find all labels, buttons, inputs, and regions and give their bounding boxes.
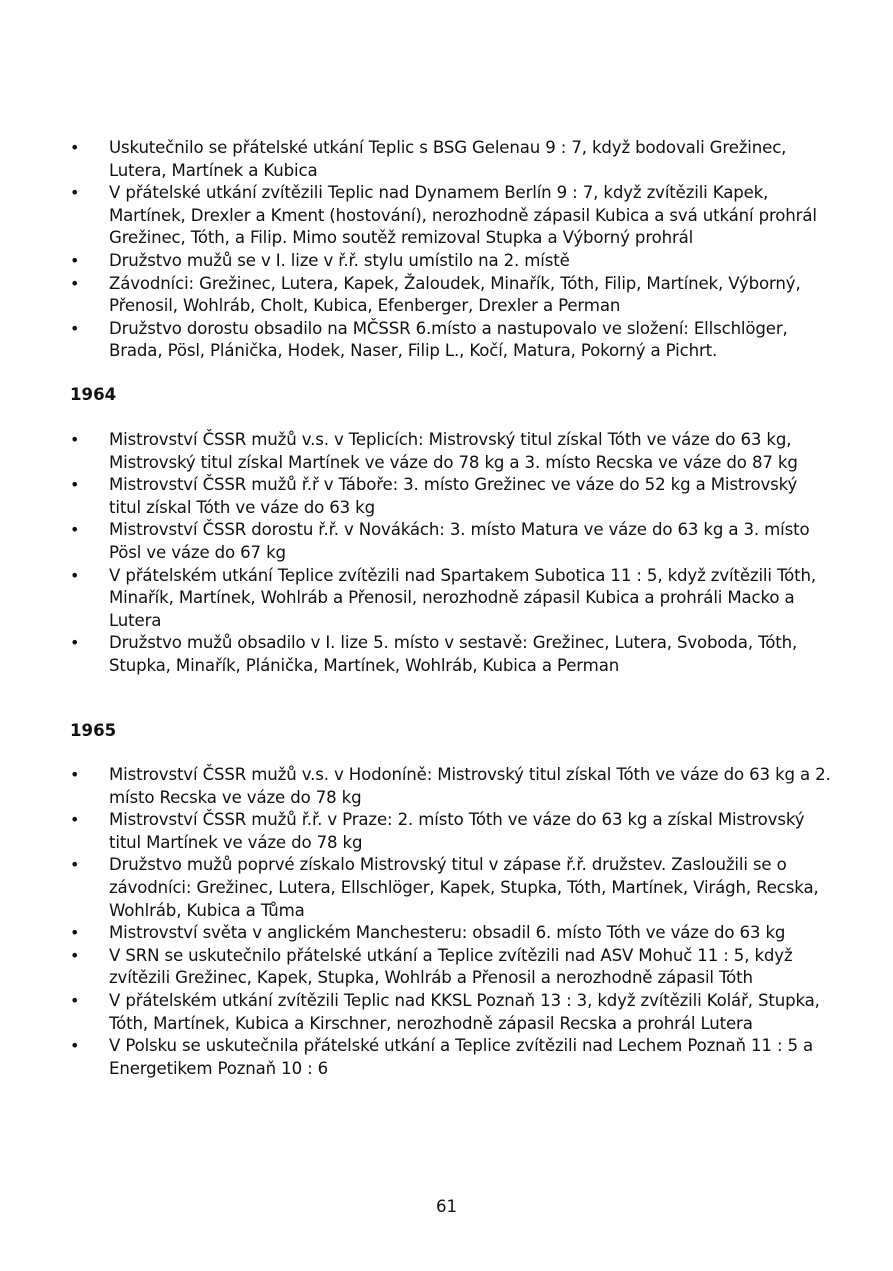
list-item: • Mistrovství světa v anglickém Manchesteru: obsadil 6. místo Tóth ve váze do 63 kg [0, 922, 893, 945]
list-item: • Mistrovství ČSSR mužů ř.ř. v Praze: 2. místo Tóth ve váze do 63 kg a získal Mistrovský titul Martínek ve váze do 78 kg [0, 809, 893, 854]
list-1964 [0, 429, 893, 678]
list-item: • V SRN se uskutečnilo přátelské utkání a Teplice zvítězili nad ASV Mohuč 11 : 5, když zvítězili Grežinec, Kapek, Stupka, Wohlráb a Přenosil a nerozhodně zápasil Tóth [0, 945, 893, 990]
list-item: • Závodníci: Grežinec, Lutera, Kapek, Žaloudek, Minařík, Tóth, Filip, Martínek, Výborný, Přenosil, Wohlráb, Cholt, Kubica, Efenberger, Drexler a Perman [0, 273, 893, 318]
section-1964 [0, 429, 893, 678]
list-item: • Mistrovství ČSSR mužů ř.ř v Táboře: 3. místo Grežinec ve váze do 52 kg a Mistrovský titul získal Tóth ve váze do 63 kg [0, 474, 893, 519]
list-item: • Mistrovství ČSSR mužů v.s. v Hodoníně: Mistrovský titul získal Tóth ve váze do 63 kg a 2. místo Recska ve váze do 78 kg [0, 764, 893, 809]
list-item: • Družstvo mužů se v I. lize v ř.ř. stylu umístilo na 2. místě [0, 250, 893, 273]
intro-list [0, 137, 893, 363]
list-item: • Uskutečnilo se přátelské utkání Teplic s BSG Gelenau 9 : 7, když bodovali Grežinec, Lutera, Martínek a Kubica [0, 137, 893, 182]
list-item: • Družstvo mužů obsadilo v I. lize 5. místo v sestavě: Grežinec, Lutera, Svoboda, Tóth, Stupka, Minařík, Plánička, Martínek, Wohlráb, Kubica a Perman [0, 632, 893, 677]
intro-section [0, 137, 893, 363]
year-heading-1965: 1965 [70, 721, 117, 740]
list-item: • Mistrovství ČSSR dorostu ř.ř. v Novákách: 3. místo Matura ve váze do 63 kg a 3. místo Pösl ve váze do 67 kg [0, 519, 893, 564]
list-1965 [0, 764, 893, 1080]
list-item: • V přátelském utkání zvítězili Teplic nad KKSL Poznaň 13 : 3, když zvítězili Kolář, Stupka, Tóth, Martínek, Kubica a Kirschner, nerozhodně zápasil Recska a prohrál Lutera [0, 990, 893, 1035]
list-item: • V Polsku se uskutečnila přátelské utkání a Teplice zvítězili nad Lechem Poznaň 11 : 5 a Energetikem Poznaň 10 : 6 [0, 1035, 893, 1080]
list-item: • Družstvo dorostu obsadilo na MČSSR 6.místo a nastupovalo ve složení: Ellschlöger, Brada, Pösl, Plánička, Hodek, Naser, Filip L., Kočí, Matura, Pokorný a Pichrt. [0, 318, 893, 363]
section-1965 [0, 764, 893, 1080]
page-number: 61 [435, 1197, 458, 1216]
list-item: • Mistrovství ČSSR mužů v.s. v Teplicích: Mistrovský titul získal Tóth ve váze do 63 kg, Mistrovský titul získal Martínek ve váze do 78 kg a 3. místo Recska ve váze do 87 kg [0, 429, 893, 474]
year-heading-1964: 1964 [70, 385, 117, 404]
list-item: • V přátelské utkání zvítězili Teplic nad Dynamem Berlín 9 : 7, když zvítězili Kapek, Martínek, Drexler a Kment (hostování), nerozhodně zápasil Kubica a svá utkání prohrál Grežinec, Tóth, a Filip. Mimo soutěž remizoval Stupka a Výborný prohrál [0, 182, 893, 250]
list-item: • Družstvo mužů poprvé získalo Mistrovský titul v zápase ř.ř. družstev. Zasloužili se o závodníci: Grežinec, Lutera, Ellschlöger, Kapek, Stupka, Tóth, Martínek, Virágh, Recska, Wohlráb, Kubica a Tůma [0, 854, 893, 922]
list-item: • V přátelském utkání Teplice zvítězili nad Spartakem Subotica 11 : 5, když zvítězili Tóth, Minařík, Martínek, Wohlráb a Přenosil, nerozhodně zápasil Kubica a prohráli Macko a Lutera [0, 565, 893, 633]
